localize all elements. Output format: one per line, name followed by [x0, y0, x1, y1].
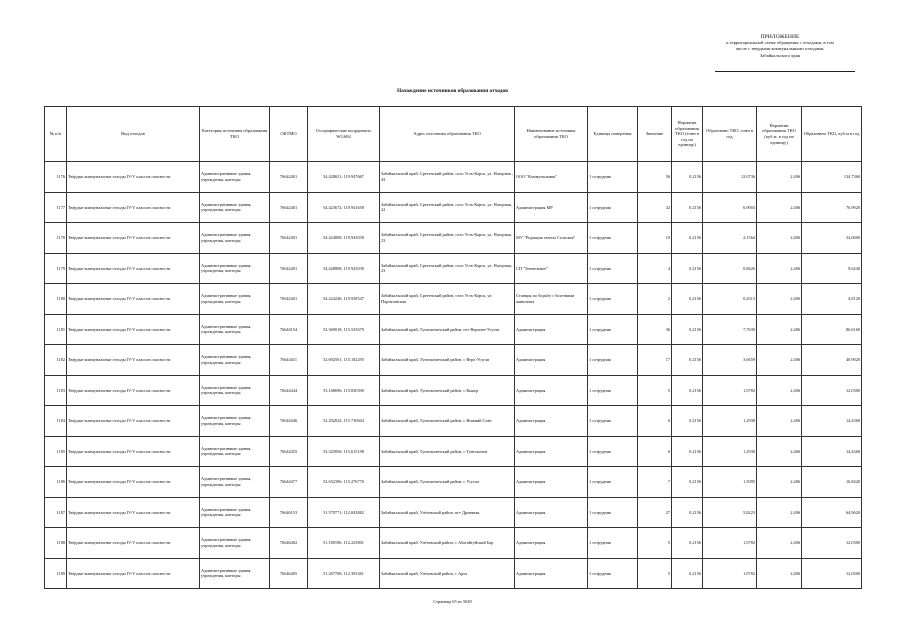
cell-value: 4	[638, 253, 672, 284]
cell-cubic-per-year: 16,8420	[802, 467, 862, 498]
cell-coordinates: 52.369018; 115.535679	[308, 314, 380, 345]
cell-source-address: Забайкальский край, Тунгокоченский район, с Верх-Усугли	[380, 345, 515, 376]
cell-source-category: Административные здания, учреждения, конторы	[200, 497, 270, 528]
cell-source-category: Административные здания, учреждения, конторы	[200, 192, 270, 223]
header-cell: ОКТМО	[270, 107, 308, 162]
cell-source-category: Административные здания, учреждения, конторы	[200, 467, 270, 498]
cell-source-address: Забайкальский край, Сретенский район, село Усть-Карск, ул. Нагорная, 23	[380, 253, 515, 284]
cell-unit: 1 сотрудник	[588, 467, 638, 498]
cell-waste-type: Твёрдые коммунальные отходы IV-V классов опасности	[67, 223, 200, 254]
cell-oktmo-code: 76644455	[270, 436, 308, 467]
table-row	[45, 345, 862, 376]
cell-coordinates: 51.180186; 112.225801	[308, 528, 380, 559]
cell-coordinates: 54.423672; 119.941658	[308, 192, 380, 223]
cell-norm-tons: 0,2156	[672, 436, 703, 467]
cell-oktmo-code: 76644477	[270, 467, 308, 498]
cell-unit: 1 сотрудник	[588, 162, 638, 193]
cell-source-address: Забайкальский край, Улётовский район, пгт Дровяная	[380, 497, 515, 528]
appendix-rule	[715, 71, 855, 72]
appendix-line: числе с твердыми коммунальными отходами,	[735, 46, 825, 52]
cell-norm-tons: 0,2156	[672, 223, 703, 254]
cell-source-name: Администрация	[515, 558, 588, 589]
cell-row-number: 1180	[45, 284, 67, 315]
cell-value: 10	[638, 223, 672, 254]
cell-value: 56	[638, 162, 672, 193]
cell-row-number: 1188	[45, 528, 67, 559]
cell-tons-per-year: 6,9003	[703, 192, 757, 223]
cell-coordinates: 51.267768; 112.393361	[308, 558, 380, 589]
cell-norm-tons: 0,2156	[672, 284, 703, 315]
cell-source-address: Забайкальский край, Сретенский район, село Усть-Карск, ул. Нагорная, 23	[380, 223, 515, 254]
cell-cubic-per-year: 40,9020	[802, 345, 862, 376]
cell-coordinates: 54.428808; 119.943039	[308, 253, 380, 284]
cell-value: 2	[638, 284, 672, 315]
table-row	[45, 497, 862, 528]
cell-source-address: Забайкальский край, Улётовский район, с Абагайтуйский Бар	[380, 528, 515, 559]
cell-norm-tons: 0,2156	[672, 497, 703, 528]
cell-source-address: Забайкальский край, Тунгокоченский район, с Тунгокочен	[380, 436, 515, 467]
cell-oktmo-code: 76642401	[270, 223, 308, 254]
cell-value: 17	[638, 345, 672, 376]
cell-unit: 1 сотрудник	[588, 314, 638, 345]
cell-row-number: 1189	[45, 558, 67, 589]
cell-cubic-per-year: 12,0300	[802, 528, 862, 559]
header-cell: Географические координаты WGS84	[308, 107, 380, 162]
cell-waste-type: Твёрдые коммунальные отходы IV-V классов опасности	[67, 345, 200, 376]
cell-norm-cubic: 2,406	[757, 345, 802, 376]
cell-norm-cubic: 2,406	[757, 558, 802, 589]
cell-unit: 1 сотрудник	[588, 284, 638, 315]
cell-cubic-per-year: 14,4360	[802, 406, 862, 437]
cell-tons-per-year: 12,0736	[703, 162, 757, 193]
cell-oktmo-code: 76646405	[270, 558, 308, 589]
cell-cubic-per-year: 76,9920	[802, 192, 862, 223]
cell-oktmo-code: 76642401	[270, 162, 308, 193]
cell-oktmo-code: 76642401	[270, 253, 308, 284]
cell-value: 5	[638, 558, 672, 589]
cell-norm-cubic: 2,406	[757, 467, 802, 498]
cell-cubic-per-year: 12,0300	[802, 375, 862, 406]
header-cell: Норматив образования ТКО (куб.м. в год на единицу)	[757, 107, 802, 162]
cell-waste-type: Твёрдые коммунальные отходы IV-V классов опасности	[67, 528, 200, 559]
cell-oktmo-code: 76642401	[270, 284, 308, 315]
cell-row-number: 1182	[45, 345, 67, 376]
header-cell: Значение	[638, 107, 672, 162]
header-cell: Норматив образования ТКО (тонн в год на единицу)	[672, 107, 703, 162]
cell-row-number: 1181	[45, 314, 67, 345]
cell-oktmo-code: 76644154	[270, 314, 308, 345]
cell-row-number: 1184	[45, 406, 67, 437]
cell-unit: 1 сотрудник	[588, 558, 638, 589]
cell-unit: 1 сотрудник	[588, 345, 638, 376]
cell-tons-per-year: 2,1564	[703, 223, 757, 254]
cell-norm-cubic: 2,406	[757, 528, 802, 559]
table-row	[45, 223, 862, 254]
cell-waste-type: Твёрдые коммунальные отходы IV-V классов опасности	[67, 497, 200, 528]
table-row	[45, 314, 862, 345]
cell-tons-per-year: 1,2938	[703, 436, 757, 467]
header-cell: Адрес источника образования ТКО	[380, 107, 515, 162]
cell-waste-type: Твёрдые коммунальные отходы IV-V классов опасности	[67, 284, 200, 315]
cell-waste-type: Твёрдые коммунальные отходы IV-V классов опасности	[67, 253, 200, 284]
cell-oktmo-code: 76644446	[270, 406, 308, 437]
cell-source-name: Администрация	[515, 314, 588, 345]
cell-waste-type: Твёрдые коммунальные отходы IV-V классов опасности	[67, 467, 200, 498]
header-cell: Образовано ТКО, тонн в год	[703, 107, 757, 162]
cell-unit: 1 сотрудник	[588, 436, 638, 467]
cell-waste-type: Твёрдые коммунальные отходы IV-V классов опасности	[67, 558, 200, 589]
cell-norm-cubic: 2,406	[757, 314, 802, 345]
cell-source-name: СП "Тоннельное"	[515, 253, 588, 284]
appendix-line: к территориальной схеме обращения с отходами, в том	[726, 40, 834, 46]
cell-row-number: 1187	[45, 497, 67, 528]
cell-source-address: Забайкальский край, Сретенский район, село Усть-Карск, ул. Нагорная , 43	[380, 162, 515, 193]
cell-source-name: Станция по борьбе с болезнями животных	[515, 284, 588, 315]
cell-source-name: Администрация	[515, 467, 588, 498]
cell-norm-tons: 0,2156	[672, 558, 703, 589]
cell-source-address: Забайкальский край, Тунгокоченский район, с Усугли	[380, 467, 515, 498]
cell-norm-cubic: 2,406	[757, 253, 802, 284]
cell-source-category: Административные здания, учреждения, конторы	[200, 436, 270, 467]
appendix-line: Забайкальского края	[759, 52, 801, 58]
cell-tons-per-year: 1,0782	[703, 375, 757, 406]
cell-tons-per-year: 3,6659	[703, 345, 757, 376]
cell-oktmo-code: 76644411	[270, 345, 308, 376]
table-header-row	[45, 107, 862, 162]
cell-source-name: Администрация	[515, 436, 588, 467]
cell-source-name: МУ "Редакция газеты Сельская"	[515, 223, 588, 254]
cell-source-address: Забайкальский край, Тунгокоченский район, с Нижний Стан	[380, 406, 515, 437]
cell-tons-per-year: 1,5095	[703, 467, 757, 498]
cell-source-name: Администрация МР	[515, 192, 588, 223]
header-cell: Образовано ТКО, куб.м в год	[802, 107, 862, 162]
cell-source-name: Администрация	[515, 345, 588, 376]
cell-coordinates: 52.292022; 115.710604	[308, 406, 380, 437]
appendix-title: ПРИЛОЖЕНИЕ	[760, 34, 800, 40]
document-title: Нахождение источников образования отходов	[396, 88, 509, 94]
cell-norm-tons: 0,2156	[672, 467, 703, 498]
table-row	[45, 253, 862, 284]
cell-waste-type: Твёрдые коммунальные отходы IV-V классов опасности	[67, 314, 200, 345]
cell-row-number: 1177	[45, 192, 67, 223]
cell-value: 7	[638, 467, 672, 498]
cell-row-number: 1183	[45, 375, 67, 406]
cell-source-category: Административные здания, учреждения, конторы	[200, 558, 270, 589]
header-cell: Категория источника образования ТКО	[200, 107, 270, 162]
cell-source-category: Административные здания, учреждения, конторы	[200, 406, 270, 437]
cell-tons-per-year: 5,8223	[703, 497, 757, 528]
cell-tons-per-year: 0,4313	[703, 284, 757, 315]
cell-cubic-per-year: 24,0600	[802, 223, 862, 254]
cell-source-category: Административные здания, учреждения, конторы	[200, 284, 270, 315]
cell-norm-tons: 0,2156	[672, 253, 703, 284]
cell-unit: 1 сотрудник	[588, 223, 638, 254]
cell-norm-tons: 0,2156	[672, 192, 703, 223]
cell-source-category: Административные здания, учреждения, конторы	[200, 375, 270, 406]
cell-norm-tons: 0,2156	[672, 528, 703, 559]
cell-cubic-per-year: 9,6240	[802, 253, 862, 284]
cell-source-name: Администрация	[515, 528, 588, 559]
cell-unit: 1 сотрудник	[588, 253, 638, 284]
cell-source-address: Забайкальский край, Улётовский район, с Арта	[380, 558, 515, 589]
cell-coordinates: 52.692501; 115.182295	[308, 345, 380, 376]
cell-source-name: ООО "Коммунальник"	[515, 162, 588, 193]
cell-coordinates: 52.652396; 115.276770	[308, 467, 380, 498]
cell-norm-tons: 0,2156	[672, 345, 703, 376]
page-number: Страница 65 из 5049	[433, 599, 472, 604]
cell-coordinates: 54.428651; 119.947667	[308, 162, 380, 193]
cell-norm-tons: 0,2156	[672, 162, 703, 193]
cell-value: 6	[638, 406, 672, 437]
cell-tons-per-year: 1,0782	[703, 528, 757, 559]
table-row	[45, 436, 862, 467]
cell-norm-cubic: 2,406	[757, 497, 802, 528]
cell-source-category: Административные здания, учреждения, конторы	[200, 528, 270, 559]
cell-source-address: Забайкальский край, Сретенский район, село Усть-Карск, ул. Партизанская	[380, 284, 515, 315]
cell-cubic-per-year: 4,8120	[802, 284, 862, 315]
cell-source-category: Административные здания, учреждения, конторы	[200, 162, 270, 193]
cell-row-number: 1179	[45, 253, 67, 284]
cell-source-name: Администрация	[515, 406, 588, 437]
cell-tons-per-year: 7,7639	[703, 314, 757, 345]
cell-waste-type: Твёрдые коммунальные отходы IV-V классов опасности	[67, 162, 200, 193]
table-row	[45, 528, 862, 559]
appendix-block	[705, 34, 855, 72]
cell-norm-cubic: 2,406	[757, 406, 802, 437]
cell-tons-per-year: 0,8626	[703, 253, 757, 284]
cell-oktmo-code: 76642401	[270, 192, 308, 223]
cell-unit: 1 сотрудник	[588, 528, 638, 559]
cell-cubic-per-year: 64,9620	[802, 497, 862, 528]
header-cell: № п/п	[45, 107, 67, 162]
cell-oktmo-code: 76646153	[270, 497, 308, 528]
cell-coordinates: 53.168696; 115.830390	[308, 375, 380, 406]
header-cell: Вид отходов	[67, 107, 200, 162]
cell-waste-type: Твёрдые коммунальные отходы IV-V классов опасности	[67, 192, 200, 223]
cell-source-category: Административные здания, учреждения, конторы	[200, 253, 270, 284]
cell-value: 5	[638, 375, 672, 406]
cell-unit: 1 сотрудник	[588, 192, 638, 223]
cell-waste-type: Твёрдые коммунальные отходы IV-V классов опасности	[67, 406, 200, 437]
cell-source-category: Административные здания, учреждения, конторы	[200, 314, 270, 345]
cell-norm-cubic: 2,406	[757, 284, 802, 315]
cell-norm-tons: 0,2156	[672, 314, 703, 345]
table-row	[45, 284, 862, 315]
header-cell: Наименование источника образования ТКО	[515, 107, 588, 162]
header-cell: Единица измерения	[588, 107, 638, 162]
cell-norm-cubic: 2,406	[757, 223, 802, 254]
cell-source-address: Забайкальский край, Тунгокоченский район, пгт Верхнее-Усугли	[380, 314, 515, 345]
cell-waste-type: Твёрдые коммунальные отходы IV-V классов опасности	[67, 436, 200, 467]
cell-norm-tons: 0,2156	[672, 375, 703, 406]
cell-coordinates: 53.323956; 115.615198	[308, 436, 380, 467]
cell-norm-cubic: 2,406	[757, 162, 802, 193]
cell-row-number: 1186	[45, 467, 67, 498]
cell-unit: 1 сотрудник	[588, 497, 638, 528]
cell-coordinates: 54.424808; 119.943039	[308, 223, 380, 254]
cell-norm-cubic: 2,406	[757, 192, 802, 223]
cell-coordinates: 54.424246; 119.938547	[308, 284, 380, 315]
cell-value: 36	[638, 314, 672, 345]
table-row	[45, 162, 862, 193]
table-row	[45, 558, 862, 589]
cell-cubic-per-year: 12,0300	[802, 558, 862, 589]
cell-cubic-per-year: 134,7360	[802, 162, 862, 193]
table-row	[45, 406, 862, 437]
cell-tons-per-year: 1,0782	[703, 558, 757, 589]
cell-source-name: Администрация	[515, 375, 588, 406]
waste-sources-table	[44, 106, 862, 589]
cell-oktmo-code: 76644444	[270, 375, 308, 406]
cell-value: 6	[638, 436, 672, 467]
cell-source-category: Административные здания, учреждения, конторы	[200, 223, 270, 254]
cell-unit: 1 сотрудник	[588, 406, 638, 437]
cell-source-address: Забайкальский край, Сретенский район, село Усть-Карск, ул. Нагорная, 22	[380, 192, 515, 223]
cell-coordinates: 51.579771; 112.843882	[308, 497, 380, 528]
cell-value: 27	[638, 497, 672, 528]
table-row	[45, 467, 862, 498]
cell-value: 32	[638, 192, 672, 223]
table-row	[45, 192, 862, 223]
table-body	[45, 162, 862, 589]
cell-unit: 1 сотрудник	[588, 375, 638, 406]
cell-norm-tons: 0,2156	[672, 406, 703, 437]
cell-value: 5	[638, 528, 672, 559]
cell-oktmo-code: 76646402	[270, 528, 308, 559]
cell-norm-cubic: 2,406	[757, 375, 802, 406]
cell-row-number: 1176	[45, 162, 67, 193]
cell-row-number: 1178	[45, 223, 67, 254]
cell-tons-per-year: 1,2938	[703, 406, 757, 437]
cell-source-category: Административные здания, учреждения, конторы	[200, 345, 270, 376]
cell-row-number: 1185	[45, 436, 67, 467]
cell-cubic-per-year: 14,4360	[802, 436, 862, 467]
table-row	[45, 375, 862, 406]
cell-source-address: Забайкальский край, Тунгокоченский район, с Кыкер	[380, 375, 515, 406]
cell-source-name: Администрация	[515, 497, 588, 528]
cell-cubic-per-year: 86,6160	[802, 314, 862, 345]
cell-norm-cubic: 2,406	[757, 436, 802, 467]
cell-waste-type: Твёрдые коммунальные отходы IV-V классов опасности	[67, 375, 200, 406]
